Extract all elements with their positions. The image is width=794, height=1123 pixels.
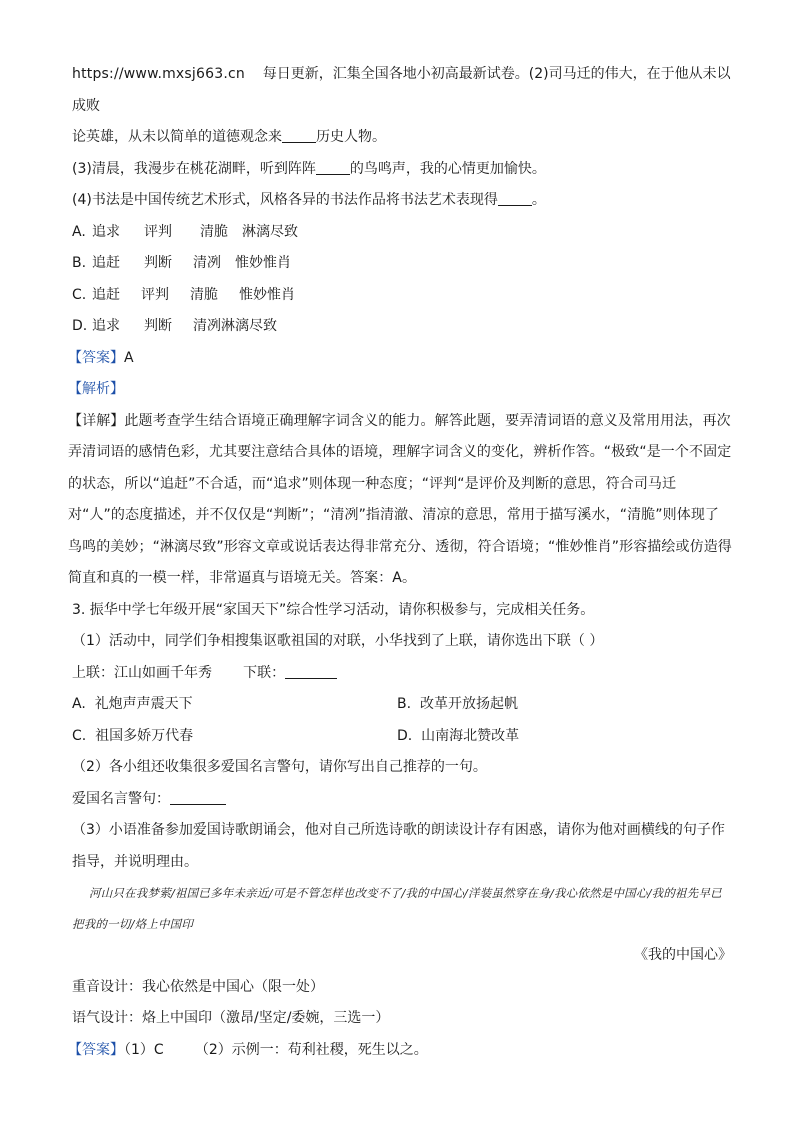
q3-options-row-1: A. 礼炮声声震天下 B. 改革开放扬起帆 (72, 696, 518, 712)
stress-design: 重音设计：我心依然是中国心（限一处） (72, 978, 324, 995)
answer-tag: 【答案】 (68, 349, 124, 366)
item2-part-b: 论英雄，从未以简单的道德观念来 (72, 129, 282, 145)
detail-text: 此题考查学生结合语境正确理解字词含义的能力。解答此题，要弄清词语的意义及常用用法，再次弄清词语的感情色彩，尤其要注意结合具体的语境，理解字词含义的变化，辨析作答。“极致“是一个不固定的状态，所以“追赶”不合适，而“追求”则体现一种态度；“评判“是评价及判断的意思，符合司马迁对“人”的态度描述，并不仅仅是“判断”；“清冽”指清澈、清凉的意思，常用于描写溪水，“清脆”则体现了鸟鸣的美妙；“淋漓尽致”形容文章或说话表达得非常充分、透彻，符合语境；“惟妙惟肖”形容描绘或仿造得简直和真的一模一样，非常逼真与语境无关。答案：A。 (68, 412, 732, 586)
answer-tag: 【答案】 (68, 1041, 124, 1058)
q3-sub2: （2）各小组还收集很多爱国名言警句，请你写出自己推荐的一句。 (72, 759, 487, 775)
q2-item2-text (72, 59, 732, 154)
q2-option-d: D. 追求 判断 清冽淋漓尽致 (72, 318, 277, 334)
q2-answer (68, 343, 732, 375)
q3-sub3: （3）小语准备参加爱国诗歌朗诵会，他对自己所选诗歌的朗读设计存有困惑，请你为他对画横线的句子作指导，并说明理由。 (72, 822, 725, 870)
q2-item3-text: (3)清晨，我漫步在桃花湖畔，听到阵阵 的鸟鸣声，我的心情更加愉快。 (72, 160, 546, 177)
poem-text: 河山只在我梦萦/祖国已多年未亲近/可是不管怎样也改变不了/我的中国心/洋装虽然穿在身/我心依然是中国心/我的祖先早已把我的一切/烙上中国印 (72, 886, 722, 931)
detail-tag: 【详解】 (68, 412, 125, 429)
q3-answer: 【答案】（1）C （2）示例一：苟利社稷，死生以之。 (68, 1041, 428, 1058)
q3-motto: 爱国名言警句： (72, 784, 732, 816)
q2-option-a: A. 追求 评判 清脆 淋漓尽致 (72, 223, 298, 240)
q2-analysis-heading (68, 374, 732, 406)
item2-part-c: 历史人物。 (316, 129, 386, 145)
q3-options-row-2: C. 祖国多娇万代春 D. 山南海北赞改革 (72, 727, 520, 744)
answer-value: A (124, 349, 134, 366)
q2-item4-text: (4)书法是中国传统艺术形式，风格各异的书法作品将书法艺术表现得 。 (72, 192, 546, 208)
item2-part-a: (2)司马迁的伟大，在于他从未以成败 (72, 66, 731, 114)
blank-line (316, 160, 350, 175)
blank-line (282, 128, 316, 143)
q3-intro: 3. 振华中学七年级开展“家国天下”综合性学习活动，请你积极参与，完成相关任务。 (72, 601, 595, 618)
document-page (68, 62, 732, 1066)
blank-line (170, 790, 226, 805)
q2-detail (68, 406, 732, 595)
source-url[interactable]: https://www.mxsj663.cn (72, 66, 245, 82)
update-notice: 每日更新，汇集全国各地小初高最新试卷。 (262, 66, 529, 82)
q2-option-b: B. 追赶 判断 清冽 惟妙惟肖 (72, 255, 291, 271)
q2-option-c: C. 追赶 评判 清脆 惟妙惟肖 (72, 286, 295, 303)
blank-line (285, 664, 337, 679)
blank-line (498, 191, 532, 206)
poem-source: 《我的中国心》 (634, 947, 732, 963)
q3-couplet: 上联：江山如画千年秀 下联： (72, 658, 732, 690)
q3-sub1: （1）活动中，同学们争相搜集讴歌祖国的对联，小华找到了上联，请你选出下联（ ） (72, 633, 604, 649)
analysis-tag: 【解析】 (68, 381, 124, 397)
tone-design: 语气设计：烙上中国印（激昂/坚定/委婉，三选一） (72, 1010, 390, 1026)
